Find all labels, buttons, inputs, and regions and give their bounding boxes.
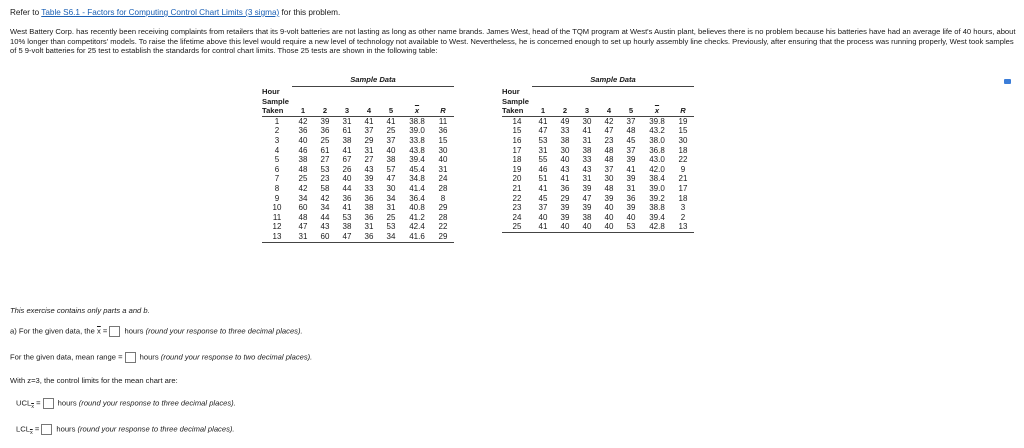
hour-cell: 19: [512, 164, 522, 174]
data-cell: 43: [582, 164, 592, 174]
table-row: [262, 155, 454, 165]
data-cell: 31: [582, 135, 592, 145]
hour-cell: 13: [262, 232, 292, 242]
data-cell: 53: [386, 222, 396, 232]
data-cell: 41: [560, 174, 570, 184]
data-cell: 43.0: [649, 155, 665, 165]
data-cell: 41: [626, 164, 636, 174]
table-row: [262, 126, 454, 136]
hour-cell: 23: [512, 203, 522, 213]
range-hint: (round your response to two decimal places).: [160, 352, 313, 362]
hour-cell: 5: [274, 155, 280, 165]
data-cell: 47: [298, 222, 308, 232]
data-cell: 34.8: [409, 174, 425, 184]
hour-cell: 11: [272, 212, 282, 222]
data-cell: 36.8: [649, 145, 665, 155]
hour-cell: 16: [512, 135, 522, 145]
table-row: [502, 155, 694, 165]
table-row: [502, 136, 694, 146]
data-cell: 36: [560, 183, 570, 193]
table-row: [262, 232, 454, 242]
hour-cell: 21: [512, 183, 522, 193]
data-cell: 25: [298, 174, 308, 184]
hour-header-line: Hour: [262, 87, 280, 97]
data-cell: 36: [438, 126, 448, 136]
data-cell: 30: [560, 145, 570, 155]
hour-cell: 22: [512, 193, 522, 203]
sample-data-header: Sample Data: [532, 74, 694, 87]
table-row: [502, 116, 694, 126]
data-cell: 44: [320, 212, 330, 222]
hour-header-line: Taken: [502, 106, 532, 116]
data-cell: 39: [560, 203, 570, 213]
data-cell: 15: [678, 126, 688, 136]
table-row: [262, 213, 454, 223]
ucl-answer-input[interactable]: [43, 398, 54, 409]
data-cell: 39: [604, 193, 614, 203]
data-cell: 36: [364, 193, 374, 203]
data-cell: 39: [560, 212, 570, 222]
data-cell: 41: [342, 203, 352, 213]
table-row: [262, 222, 454, 232]
sample-data-header: Sample Data: [292, 74, 454, 87]
data-cell: 40: [554, 222, 576, 232]
data-cell: 48: [298, 212, 308, 222]
exercise-note: [10, 306, 150, 315]
table-row: [262, 165, 454, 175]
data-cell: 34: [320, 203, 330, 213]
table-row: [502, 146, 694, 156]
data-cell: 42: [320, 193, 330, 203]
data-cell: 38: [560, 135, 570, 145]
data-cell: 55: [538, 155, 548, 165]
data-cell: 41: [582, 126, 592, 136]
table-s6-1-link[interactable]: Table S6.1 - Factors for Computing Control Chart Limits (3 sigma): [41, 8, 280, 17]
column-header: 1: [532, 106, 554, 116]
data-cell: 39: [582, 183, 592, 193]
data-cell: 26: [342, 164, 352, 174]
table-row: [262, 146, 454, 156]
table-row: [502, 194, 694, 204]
table-row: [262, 174, 454, 184]
data-cell: 38: [386, 155, 396, 165]
data-cell: 45: [626, 135, 636, 145]
hour-header-line: Taken: [262, 106, 292, 116]
data-cell: 57: [386, 164, 396, 174]
column-header: $\overline{x}$: [642, 106, 672, 116]
data-cell: 33.8: [409, 135, 425, 145]
data-cell: 27: [364, 155, 374, 165]
table-row: [262, 136, 454, 146]
data-cell: 51: [538, 174, 548, 184]
column-header: 4: [598, 106, 620, 116]
sample-data-table-left: [262, 74, 454, 243]
data-cell: 41.4: [409, 183, 425, 193]
data-cell: 25: [320, 135, 330, 145]
data-cell: 36: [626, 193, 636, 203]
column-header: R: [672, 106, 694, 116]
data-cell: 41: [364, 116, 374, 126]
range-prefix: For the given data, mean range =: [10, 352, 123, 362]
data-cell: 43: [320, 222, 330, 232]
hour-cell: 8: [274, 183, 280, 193]
column-header: 5: [380, 106, 402, 116]
hour-cell: 6: [274, 164, 280, 174]
ucl-row: [16, 398, 236, 410]
data-cell: 28: [438, 212, 448, 222]
data-cell: 41.6: [402, 232, 432, 242]
column-header: R: [432, 106, 454, 116]
data-cell: 42: [298, 116, 308, 126]
data-cell: 48: [626, 126, 636, 136]
data-cell: 40: [626, 212, 636, 222]
data-cell: 38.0: [649, 135, 665, 145]
data-cell: 18: [678, 145, 688, 155]
data-cell: 43: [364, 164, 374, 174]
table-row: [502, 184, 694, 194]
column-header: 4: [358, 106, 380, 116]
column-header: 5: [620, 106, 642, 116]
column-header: 1: [292, 106, 314, 116]
data-cell: 60: [298, 203, 308, 213]
data-cell: 27: [320, 155, 330, 165]
data-cell: 33: [560, 126, 570, 136]
data-cell: 39: [626, 174, 636, 184]
data-cell: 40.8: [409, 203, 425, 213]
data-cell: 31: [626, 183, 636, 193]
ucl-equals: =: [36, 398, 41, 408]
data-cell: 38.4: [649, 174, 665, 184]
mean-range-answer-input[interactable]: [125, 352, 136, 363]
hour-cell: 18: [512, 155, 522, 165]
data-cell: 60: [314, 232, 336, 242]
x-double-bar-answer-input[interactable]: [109, 326, 120, 337]
question-range: [10, 352, 312, 363]
question-a-prefix: a) For the given data, the: [10, 326, 95, 336]
data-cell: 53: [620, 222, 642, 232]
data-cell: 38: [298, 155, 308, 165]
data-cell: 31: [582, 174, 592, 184]
data-cell: 45.4: [409, 164, 425, 174]
table-row: [262, 203, 454, 213]
table-row: [262, 116, 454, 126]
data-cell: 38: [582, 212, 592, 222]
data-cell: 41: [538, 116, 548, 126]
data-cell: 39.2: [649, 193, 665, 203]
data-cell: 3: [680, 203, 686, 213]
copy-data-icon[interactable]: [1004, 79, 1011, 84]
table-row: [502, 203, 694, 213]
lcl-unit: hours: [56, 424, 76, 434]
data-cell: 38: [364, 203, 374, 213]
column-header: $\overline{x}$: [402, 106, 432, 116]
data-cell: 21: [678, 174, 688, 184]
data-cell: 41: [342, 145, 352, 155]
data-cell: 33: [582, 155, 592, 165]
data-cell: 13: [672, 222, 694, 232]
ucl-unit: hours: [57, 398, 77, 408]
hour-cell: 2: [274, 126, 280, 136]
table-row: [502, 126, 694, 136]
data-cell: 41: [386, 116, 396, 126]
data-cell: 58: [320, 183, 330, 193]
data-cell: 8: [440, 193, 446, 203]
data-cell: 30: [582, 116, 592, 126]
data-cell: 37: [626, 116, 636, 126]
data-cell: 30: [678, 135, 688, 145]
data-cell: 36: [320, 126, 330, 136]
data-cell: 36: [342, 193, 352, 203]
hour-header-line: Sample: [262, 96, 290, 106]
ucl-subscript: x: [31, 404, 34, 411]
hour-cell: 20: [512, 174, 522, 184]
column-header: 2: [554, 106, 576, 116]
data-cell: 41: [532, 222, 554, 232]
data-cell: 40: [438, 155, 448, 165]
data-cell: 38.8: [409, 116, 425, 126]
data-cell: 46: [538, 164, 548, 174]
lcl-row: [16, 424, 235, 436]
data-cell: 38: [582, 145, 592, 155]
hour-cell: 7: [274, 174, 280, 184]
data-cell: 53: [342, 212, 352, 222]
table-row: [502, 213, 694, 223]
data-cell: 37: [626, 145, 636, 155]
data-cell: 31: [438, 164, 448, 174]
hour-cell: 24: [512, 212, 522, 222]
data-cell: 47: [582, 193, 592, 203]
hour-cell: 15: [512, 126, 522, 136]
data-cell: 36: [358, 232, 380, 242]
data-cell: 29: [432, 232, 454, 242]
intro-suffix: for this problem.: [281, 8, 341, 17]
data-cell: 37: [604, 164, 614, 174]
exercise-note-text: This exercise contains only parts a and b.: [10, 306, 150, 315]
hour-cell: 17: [512, 145, 522, 155]
data-cell: 30: [386, 183, 396, 193]
data-cell: 42: [604, 116, 614, 126]
data-cell: 39: [626, 155, 636, 165]
data-cell: 25: [386, 126, 396, 136]
data-cell: 34: [386, 193, 396, 203]
data-cell: 31: [292, 232, 314, 242]
column-header: 2: [314, 106, 336, 116]
data-cell: 17: [678, 183, 688, 193]
data-cell: 40: [342, 174, 352, 184]
data-cell: 25: [386, 212, 396, 222]
data-cell: 40: [598, 222, 620, 232]
data-cell: 48: [298, 164, 308, 174]
data-cell: 31: [386, 203, 396, 213]
data-cell: 23: [604, 135, 614, 145]
data-cell: 39: [320, 116, 330, 126]
data-cell: 37: [364, 126, 374, 136]
data-cell: 39.8: [649, 116, 665, 126]
data-cell: 19: [678, 116, 688, 126]
data-cell: 43.8: [409, 145, 425, 155]
data-cell: 44: [342, 183, 352, 193]
column-header: 3: [336, 106, 358, 116]
question-a: [10, 326, 303, 337]
data-cell: 40: [576, 222, 598, 232]
hour-cell: 1: [274, 116, 280, 126]
ucl-hint: (round your response to three decimal places).: [78, 398, 236, 408]
data-cell: 46: [298, 145, 308, 155]
table-row: [262, 184, 454, 194]
data-cell: 48: [604, 183, 614, 193]
data-cell: 29: [364, 135, 374, 145]
data-cell: 45: [538, 193, 548, 203]
data-cell: 41.2: [409, 212, 425, 222]
data-cell: 53: [538, 135, 548, 145]
intro-line: [10, 8, 340, 17]
data-cell: 38: [342, 135, 352, 145]
data-cell: 31: [364, 145, 374, 155]
data-cell: 61: [320, 145, 330, 155]
data-cell: 30: [604, 174, 614, 184]
question-a-equals: =: [102, 326, 108, 336]
hour-header-line: Hour: [502, 87, 520, 97]
data-cell: 67: [342, 155, 352, 165]
x-double-bar-symbol: $\overline{x}$: [96, 326, 101, 336]
data-cell: 22: [438, 222, 448, 232]
data-cell: 40: [604, 203, 614, 213]
data-cell: 48: [604, 145, 614, 155]
data-cell: 40: [560, 155, 570, 165]
data-cell: 42.8: [642, 222, 672, 232]
data-cell: 2: [680, 212, 686, 222]
data-cell: 42.0: [649, 164, 665, 174]
data-cell: 29: [560, 193, 570, 203]
data-cell: 43.2: [649, 126, 665, 136]
data-cell: 33: [364, 183, 374, 193]
lcl-label: LCL: [16, 424, 30, 434]
data-cell: 47: [538, 126, 548, 136]
problem-statement: West Battery Corp. has recently been receiving complaints from retailers that its 9-volt batteries are not lasting as long as other name brands. James West, head of the TQM program at West's Austin plant, believes there is no problem because his batteries have had an average life of 40 hours, about 10% longer than competitors' models. To raise the lifetime above this level would require a new level of technology not available to West. Nevertheless, he is concerned enough to set up hourly assembly line checks. Previously, after ensuring that the process was running properly, West took samples of 5 9-volt batteries for 25 test to establish the standards for control chart limits. Those 25 tests are shown in the following table:: [10, 27, 1016, 55]
limits-intro: With z=3, the control limits for the mean chart are:: [10, 376, 178, 385]
data-cell: 47: [386, 174, 396, 184]
column-header: 3: [576, 106, 598, 116]
data-cell: 9: [680, 164, 686, 174]
data-cell: 40: [298, 135, 308, 145]
data-cell: 38.8: [649, 203, 665, 213]
data-cell: 11: [438, 116, 448, 126]
data-cell: 39.0: [649, 183, 665, 193]
data-cell: 42: [298, 183, 308, 193]
data-cell: 39: [364, 174, 374, 184]
data-cell: 61: [342, 126, 352, 136]
data-cell: 23: [320, 174, 330, 184]
data-cell: 31: [538, 145, 548, 155]
data-cell: 48: [604, 155, 614, 165]
hour-cell: 12: [272, 222, 282, 232]
data-cell: 40: [386, 145, 396, 155]
question-a-hint: (round your response to three decimal places).: [145, 326, 303, 336]
data-cell: 47: [336, 232, 358, 242]
data-cell: 40: [604, 212, 614, 222]
data-cell: 39.0: [409, 126, 425, 136]
hour-header-line: Sample: [502, 96, 530, 106]
data-cell: 49: [560, 116, 570, 126]
data-cell: 31: [342, 116, 352, 126]
data-cell: 18: [678, 193, 688, 203]
lcl-answer-input[interactable]: [41, 424, 52, 435]
data-cell: 47: [604, 126, 614, 136]
ucl-label: UCL: [16, 398, 32, 408]
data-cell: 36.4: [409, 193, 425, 203]
hour-cell: 14: [512, 116, 522, 126]
data-cell: 43: [560, 164, 570, 174]
data-cell: 34: [298, 193, 308, 203]
lcl-subscript: x: [29, 430, 33, 437]
data-cell: 22: [678, 155, 688, 165]
data-cell: 41: [538, 183, 548, 193]
data-cell: 15: [438, 135, 448, 145]
lcl-equals: =: [34, 424, 40, 434]
data-cell: 37: [386, 135, 396, 145]
data-cell: 40: [538, 212, 548, 222]
intro-prefix: Refer to: [10, 8, 40, 17]
hour-cell: 10: [272, 203, 282, 213]
data-cell: 28: [438, 183, 448, 193]
data-cell: 39.4: [409, 155, 425, 165]
data-cell: 39: [582, 203, 592, 213]
sample-data-table-right: [502, 74, 694, 233]
range-unit: hours: [139, 352, 159, 362]
hour-cell: 4: [274, 145, 280, 155]
data-cell: 37: [538, 203, 548, 213]
data-cell: 24: [438, 174, 448, 184]
lcl-hint: (round your response to three decimal places).: [77, 424, 235, 434]
data-cell: 31: [364, 222, 374, 232]
data-cell: 36: [364, 212, 374, 222]
data-cell: 30: [438, 145, 448, 155]
hour-cell: 25: [502, 222, 532, 232]
data-cell: 39.4: [649, 212, 665, 222]
question-a-unit: hours: [124, 326, 144, 336]
hour-cell: 9: [274, 193, 280, 203]
table-row: [502, 165, 694, 175]
data-cell: 53: [320, 164, 330, 174]
data-cell: 42.4: [409, 222, 425, 232]
table-row: [502, 174, 694, 184]
table-row: [502, 222, 694, 232]
hour-cell: 3: [274, 135, 280, 145]
data-cell: 38: [342, 222, 352, 232]
table-row: [262, 194, 454, 204]
data-cell: 29: [438, 203, 448, 213]
data-cell: 36: [298, 126, 308, 136]
data-cell: 39: [626, 203, 636, 213]
data-cell: 34: [380, 232, 402, 242]
